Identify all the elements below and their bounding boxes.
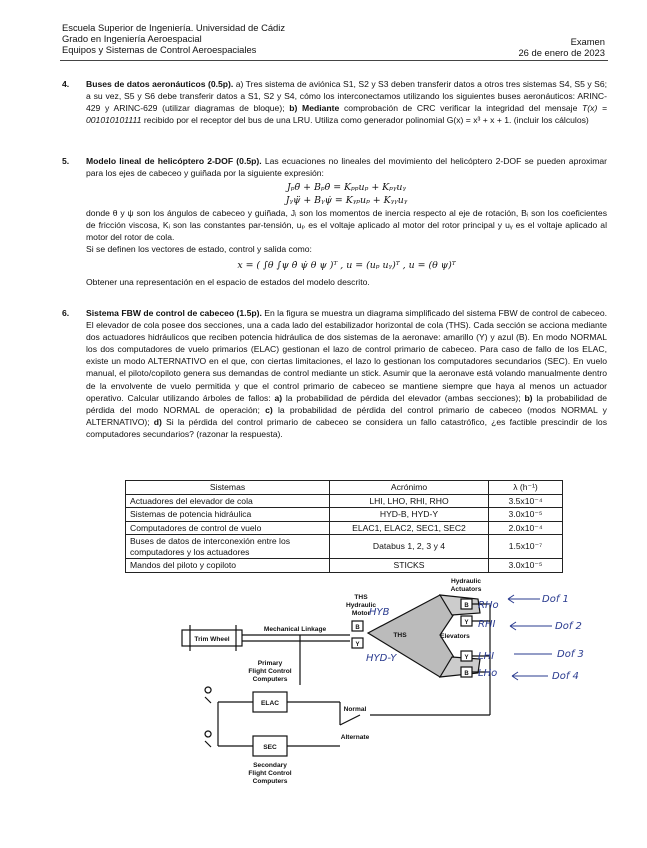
question-number: 4. bbox=[62, 79, 70, 89]
part-d-label: d) bbox=[153, 416, 162, 427]
part-c-label: c) bbox=[265, 404, 273, 415]
table-row bbox=[126, 535, 563, 559]
system-cell: Computadores de control de vuelo bbox=[126, 521, 330, 535]
variable-description: donde θ y ψ son los ángulos de cabeceo y guiñada, Jᵢ son los momentos de inercia respecto al eje de rotación, Bᵢ son los coeficientes de fricción viscosa, Kᵢ son las constantes par-tensión, uₚ es el voltaje aplicado al motor del rotor principal y uᵧ es el voltaje aplicado al motor del rotor de cola. bbox=[86, 208, 607, 243]
exam-label: Examen bbox=[570, 36, 605, 47]
elevators-label: Elevators bbox=[440, 633, 470, 640]
handwritten-hyd-y: HYD-Y bbox=[366, 653, 397, 664]
acronym-cell: Databus 1, 2, 3 y 4 bbox=[330, 535, 489, 559]
trim-wheel-label: Trim Wheel bbox=[194, 636, 230, 643]
table-row bbox=[126, 508, 563, 522]
handwritten-dof1: Dof 1 bbox=[542, 594, 569, 605]
rate-cell: 3.5x10⁻⁴ bbox=[489, 494, 563, 508]
handwritten-hyb: HYB bbox=[369, 607, 390, 618]
ths-motor-b-label: B bbox=[355, 625, 360, 631]
question-title: Sistema FBW de control de cabeceo (1.5p). bbox=[86, 308, 262, 318]
question-number: 6. bbox=[62, 308, 70, 318]
part-d-text: Si la pérdida del control primario de cabeceo se considera un fallo catastrófico, ¿es factible prescindir de los computadores secundarios? (razonar la respuesta). bbox=[86, 416, 607, 439]
handwritten-rho: RHo bbox=[478, 600, 499, 611]
part-a-text: la probabilidad de pérdida del elevador (ambas secciones); bbox=[282, 392, 525, 403]
vectors-intro: Si se definen los vectores de estado, control y salida como: bbox=[86, 244, 312, 255]
table-row bbox=[126, 521, 563, 535]
handwritten-lhi: LHI bbox=[478, 651, 495, 662]
mech-linkage-label: Mechanical Linkage bbox=[263, 626, 327, 633]
alternate-label: Alternate bbox=[340, 734, 370, 741]
state-vectors: x = ( ∫θ ∫ψ θ̇ ψ̇ θ ψ )ᵀ , u = (uₚ uᵧ)ᵀ , u = (θ ψ)ᵀ bbox=[237, 259, 456, 271]
page-header-right bbox=[518, 36, 605, 58]
acronym-cell: ELAC1, ELAC2, SEC1, SEC2 bbox=[330, 521, 489, 535]
fbw-pitch-diagram bbox=[0, 575, 647, 790]
handwritten-lho: LHo bbox=[478, 668, 498, 679]
primary-label-1: Primary bbox=[257, 660, 283, 667]
question-5 bbox=[62, 155, 607, 288]
question-6 bbox=[62, 307, 607, 440]
exam-date: 26 de enero de 2023 bbox=[518, 47, 605, 58]
table-row bbox=[126, 494, 563, 508]
ths-motor-label-3: Motor bbox=[351, 610, 371, 617]
column-header: Acrónimo bbox=[330, 481, 489, 495]
rate-cell: 2.0x10⁻⁴ bbox=[489, 521, 563, 535]
question-task: Obtener una representación en el espacio de estados del modelo descrito. bbox=[86, 276, 370, 287]
course-name: Equipos y Sistemas de Control Aeroespaciales bbox=[62, 44, 257, 55]
actuator-bottom-y-label: Y bbox=[464, 655, 469, 661]
question-number: 5. bbox=[62, 156, 70, 166]
handwritten-dof3: Dof 3 bbox=[557, 649, 584, 660]
primary-label-2: Flight Control bbox=[248, 668, 292, 675]
handwritten-arrow-2 bbox=[510, 622, 552, 630]
pilot-stick-icon bbox=[205, 687, 211, 703]
part-b-label: b) Mediante bbox=[289, 103, 340, 114]
question-title: Modelo lineal de helicóptero 2-DOF (0.5p). bbox=[86, 156, 262, 166]
sec-label: SEC bbox=[263, 744, 277, 751]
degree-name: Grado en Ingeniería Aeroespacial bbox=[62, 33, 202, 44]
normal-label: Normal bbox=[343, 706, 367, 713]
equation-yaw: Jᵧψ̈ + Bᵧψ̇ = Kᵧₚuₚ + Kᵧᵧuᵧ bbox=[285, 195, 408, 207]
equation-pitch: Jₚθ̈ + Bₚθ̇ = Kₚₚuₚ + Kₚᵧuᵧ bbox=[286, 182, 407, 194]
rate-cell: 3.0x10⁻⁵ bbox=[489, 559, 563, 573]
ths-motor-y-label: Y bbox=[355, 642, 360, 648]
question-title: Buses de datos aeronáuticos (0.5p). bbox=[86, 79, 234, 89]
actuator-bottom-b-label: B bbox=[464, 671, 469, 677]
system-cell: Mandos del piloto y copiloto bbox=[126, 559, 330, 573]
header-rule bbox=[60, 60, 608, 61]
rate-cell: 1.5x10⁻⁷ bbox=[489, 535, 563, 559]
hyd-actuators-label-1: Hydraulic bbox=[450, 578, 482, 585]
secondary-label-1: Secondary bbox=[253, 762, 287, 769]
handwritten-arrow-4 bbox=[512, 672, 548, 680]
acronym-cell: STICKS bbox=[330, 559, 489, 573]
question-4 bbox=[62, 78, 607, 126]
actuator-top-y-label: Y bbox=[464, 620, 469, 626]
rate-cell: 3.0x10⁻⁵ bbox=[489, 508, 563, 522]
crc-message: T(x) = 001010101111 bbox=[86, 103, 607, 126]
handwritten-arrow-1 bbox=[508, 595, 540, 603]
copilot-stick-icon bbox=[205, 731, 211, 747]
question-text-b2: recibido por el receptor del bus de una LRU. Utiliza como generador polinomial G(x) = x³ + x + 1. (incluir los cálculos) bbox=[141, 115, 589, 126]
secondary-label-3: Computers bbox=[252, 778, 288, 785]
handwritten-dof4: Dof 4 bbox=[552, 671, 579, 682]
ths-motor-label-1: THS bbox=[354, 594, 368, 601]
question-text: En la figura se muestra un diagrama simplificado del sistema FBW de control de cabeceo. El elevador de cola posee dos secciones, una a cada lado del estabilizador horizontal de cola (THS). Cada sección se acciona mediante dos actuadores hidráulicos que reciben potencia hidráulica de dos sistemas de la aeronave: amarillo (Y) y azul (B). En modo NORMAL los dos computadores de vuelo primarios (ELAC) gestionan el lazo de control primario de cabeceo. Para caso de fallo de los ELAC, existe un modo ALTERNATIVO en el que, con ciertas limitaciones, el lazo lo gestionan los computadores secundarios (SEC). En vuelo manual, el piloto/copiloto genera sus demandas de control mediante un stick. Asumir que la aeronave está volando manualmente dentro de la envolvente de vuelo permitida y que el control primario de cabeceo se mantiene siempre que haya al menos un actuador operativo. Calcular utilizando árboles de fallos: bbox=[86, 308, 607, 403]
handwritten-dof2: Dof 2 bbox=[555, 621, 582, 632]
question-text-a: a) Tres sistema de aviónica S1, S2 y S3 deben transferir datos a otros tres sistemas S4, S5 y S6; a su vez, S5 y S6 debe transferir datos a S1, S2 y S4, cómo los interconectamos utilizando los siguientes buses aeronáuticos: ARINC-429 y ARINC-629 (utilizar diagramas de bloque); bbox=[86, 79, 607, 114]
acronym-cell: LHI, LHO, RHI, RHO bbox=[330, 494, 489, 508]
hyd-actuators-label-2: Actuators bbox=[450, 586, 482, 593]
page-header-left bbox=[62, 22, 285, 55]
table-header-row bbox=[126, 481, 563, 495]
question-text-b1: comprobación de CRC verificar la integridad del mensaje bbox=[339, 103, 583, 114]
primary-label-3: Computers bbox=[252, 676, 288, 683]
column-header: Sistemas bbox=[126, 481, 330, 495]
actuator-top-b-label: B bbox=[464, 603, 469, 609]
column-header: λ (h⁻¹) bbox=[489, 481, 563, 495]
ths-label: THS bbox=[393, 632, 407, 639]
elac-label: ELAC bbox=[261, 700, 279, 707]
part-a-label: a) bbox=[274, 392, 283, 403]
part-b-text: la probabilidad de pérdida del modo NORMAL de operación; bbox=[86, 392, 607, 415]
question-intro: Las ecuaciones no lineales del movimiento del helicóptero 2-DOF se pueden aproximar para los ejes de cabeceo y guiñada por la siguiente expresión: bbox=[86, 156, 607, 179]
table-row bbox=[126, 559, 563, 573]
ths-motor-label-2: Hydraulic bbox=[345, 602, 377, 609]
part-b-label: b) bbox=[524, 392, 533, 403]
part-c-text: la probabilidad de pérdida del control primario de cabeceo (modos NORMAL y ALTERNATIVO); bbox=[86, 404, 607, 427]
system-cell: Buses de datos de interconexión entre los computadores y los actuadores bbox=[126, 535, 330, 559]
handwritten-rhi: RHI bbox=[478, 619, 496, 630]
system-cell: Sistemas de potencia hidráulica bbox=[126, 508, 330, 522]
acronym-cell: HYD-B, HYD-Y bbox=[330, 508, 489, 522]
failure-rate-table bbox=[125, 480, 563, 573]
secondary-label-2: Flight Control bbox=[248, 770, 292, 777]
system-cell: Actuadores del elevador de cola bbox=[126, 494, 330, 508]
school-name: Escuela Superior de Ingeniería. Universidad de Cádiz bbox=[62, 22, 286, 33]
